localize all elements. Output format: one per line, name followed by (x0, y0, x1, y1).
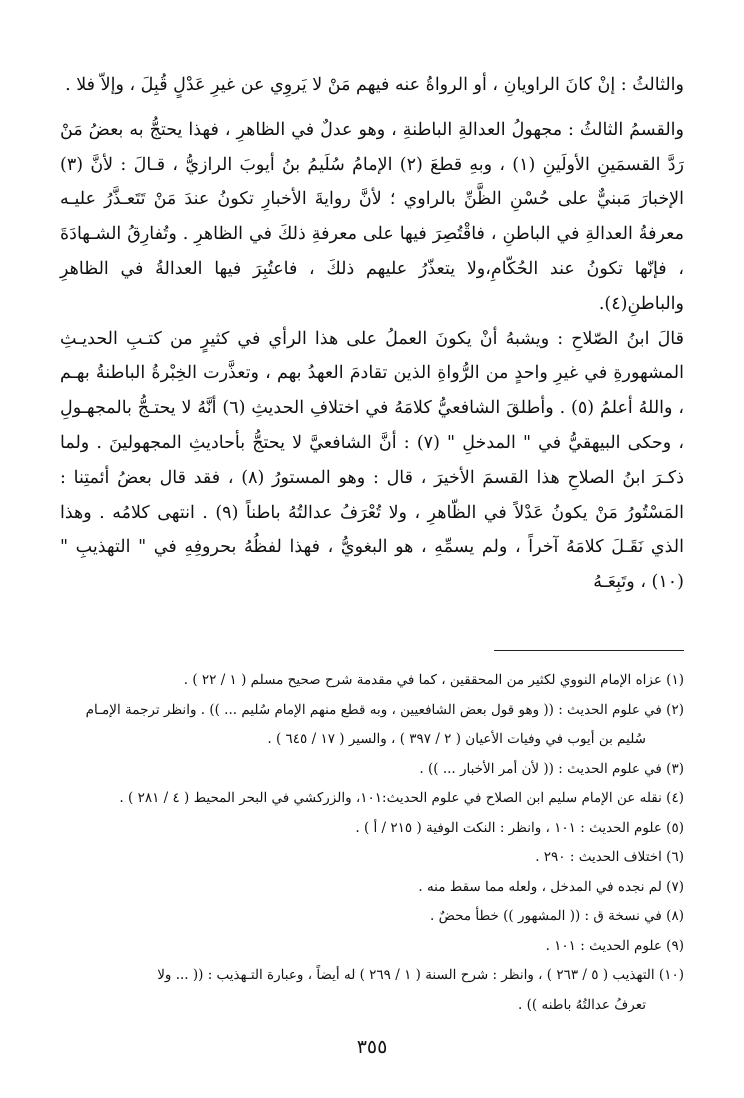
footnote-6 (60, 843, 684, 873)
footnote-separator (494, 650, 684, 651)
footnotes (60, 666, 684, 1020)
footnote-10 (60, 961, 684, 1020)
footnote-6-text: (٦) اختلاف الحديث : ٢٩٠ . (535, 849, 684, 865)
footnote-4 (60, 784, 684, 814)
footnote-9 (60, 932, 684, 962)
footnote-2-continuation: سُليم بن أيوب في وفيات الأعيان ( ٢ / ٣٩٧ ) ، والسير ( ١٧ / ٦٤٥ ) . (267, 731, 646, 747)
footnote-2-text: (٢) في علوم الحديث : (( وهو قول بعض الشافعيين ، وبه قطع منهم الإمام سُليم ... )) . وانظر ترجمة الإمـام (85, 701, 684, 718)
footnote-2 (60, 696, 684, 755)
main-text (60, 68, 684, 600)
footnote-3-text: (٣) في علوم الحديث : (( لأن أمر الأخبار ... )) . (419, 760, 684, 777)
footnote-8 (60, 902, 684, 932)
footnote-8-text: (٨) في نسخة ق : (( المشهور )) خطأ محضٌ . (429, 908, 684, 924)
footnote-9-text: (٩) علوم الحديث : ١٠١ . (545, 937, 684, 954)
footnote-10-continuation: تعرفُ عدالتُهُ باطنه )) . (518, 996, 646, 1013)
paragraph-1: والثالثُ : إنْ كانَ الراويانِ ، أو الرواةُ عنه فيهم مَنْ لا يَروِي عن غيرِ عَدْلٍ قُبِلَ ، وإلاّ فلا . (65, 75, 684, 95)
paragraph-2: والقسمُ الثالثُ : مجهولُ العدالةِ الباطنةِ ، وهو عدلٌ في الظاهرِ ، فهذا يحتجُّ به بعضُ مَنْ رَدَّ القسمَينِ الأولَينِ (١) ، وبهِ قطعَ (٢) الإمامُ سُلَيمُ بنُ أيوبَ الرازيُّ ، قـالَ : لأنَّ (٣) الإخبارَ مَبنيٌّ على حُسْنِ الظَّنِّ بالراوي ؛ لأنَّ روايةَ الأخبارِ تكونُ عندَ مَنْ تَتَعـذَّرُ عليـه معرفةُ العدالةِ في الباطنِ ، فاقْتُصِرَ فيها على معرفةِ ذلكَ في الظاهرِ . وتُفارِقُ الشـهادَةَ ، فإنّها تكونُ عند الحُكّامِ،ولا يتعذّرُ عليهم ذلكَ ، فاعتُبِرَ فيها العدالةُ في الظاهرِ والباطنِ(٤). (60, 119, 685, 314)
footnote-7-text: (٧) لم نجده في المدخل ، ولعله مما سقط منه . (418, 878, 684, 895)
paragraph-3: قالَ ابنُ الصّلاحِ : ويشبهُ أنْ يكونَ العملُ على هذا الرأي في كثيرٍ من كتـبِ الحديـثِ المشهورةِ في غيرِ واحدٍ من الرُّواةِ الذين تقادمَ العهدُ بهم ، وتعذَّرت الخِبْرةُ الباطنةُ بهـم ، واللهُ أعلمُ (٥) . وأطلقَ الشافعيُّ كلامَهُ في اختلافِ الحديثِ (٦) أنَّهُ لا يحتـجُّ بالمجهـولِ ، وحكى البيهقيُّ في " المدخلِ " (٧) : أنَّ الشافعيَّ لا يحتجُّ بأحاديثِ المجهولينَ . ولما ذكـرَ ابنُ الصلاحِ هذا القسمَ الأخيرَ ، قال : وهو المستورُ (٨) ، فقد قال بعضُ أئمتِنا : المَسْتُورُ مَنْ يكونُ عَدْلاً في الظّاهرِ ، ولا تُعْرَفُ عدالتُهُ باطناً (٩) . انتهى كلامُه . وهذا الذي نَقَـلَ كلامَهُ آخراً ، ولم يسمِّهِ ، هو البغويُّ ، فهذا لفظُهُ بحروفِهِ في " التهذيبِ " (١٠) ، وتَبِعَـهُ (60, 328, 685, 593)
footnote-5-text: (٥) علوم الحديث : ١٠١ ، وانظر : النكت الوفية ( ٢١٥ / أ ) . (355, 819, 684, 836)
footnote-3 (60, 755, 684, 785)
footnote-10-text: (١٠) التهذيب ( ٥ / ٢٦٣ ) ، وانظر : شرح السنة ( ١ / ٢٦٩ ) له أيضاً ، وعبارة التـهذيب : (( ... ولا (157, 967, 684, 983)
footnote-1 (60, 666, 684, 696)
footnote-1-text: (١) عزاه الإمام النووي لكثير من المحققين ، كما في مقدمة شرح صحيح مسلم ( ١ / ٢٢ ) . (183, 672, 684, 688)
footnote-7 (60, 873, 684, 903)
page-number: ٣٥٥ (356, 1036, 388, 1058)
footnote-4-text: (٤) نقله عن الإمام سليم ابن الصلاح في علوم الحديث:١٠١، والزركشي في البحر المحيط ( ٤ / ٢٨١ ) . (119, 790, 684, 806)
footnote-5 (60, 814, 684, 844)
